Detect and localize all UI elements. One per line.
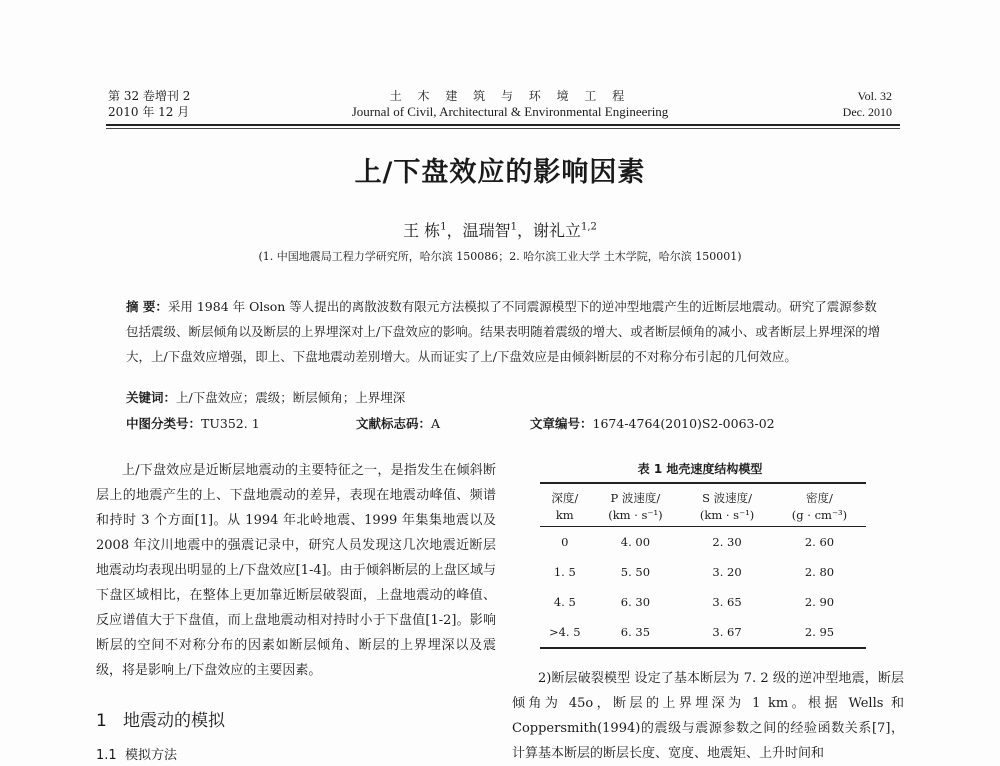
header-rule-thin [106, 128, 900, 129]
table-row [540, 557, 866, 587]
table-cell: 2. 80 [804, 565, 835, 579]
subsection-heading [96, 744, 177, 763]
table-cell: 6. 30 [620, 595, 651, 609]
intro-paragraph: 上/下盘效应是近断层地震动的主要特征之一，是指发生在倾斜断层上的地震产生的上、下盘地震动的差异，表现在地震动峰值、频谱和持时 3 个方面[1]。从 1994 年北岭地震、1999 年集集地震以及 2008 年汶川地震中的强震记录中，研究人员发现这几次地震近断层地震动均表现出明显的上/下盘效应[1-4]。由于倾斜断层的上盘区域与下盘区域相比，在整体上更加靠近断层破裂面，上盘地震动的峰值、反应谱值大于下盘值，而上盘地震动相对持时小于下盘值[1-2]。影响断层的空间不对称分布的因素如断层倾角、断层的上界埋深以及震级，将是影响上/下盘效应的主要因素。 [96, 463, 496, 678]
abstract-text: 采用 1984 年 Olson 等人提出的离散波数有限元方法模拟了不同震源模型下的逆冲型地震产生的近断层地震动。研究了震源参数包括震级、断层倾角以及断层的上界埋深对上/下盘效应的影响。结果表明随着震级的增大、或者断层倾角的减小、或者断层上界埋深的增大，上/下盘效应增强，即上、下盘地震动差别增大。从而证实了上/下盘效应是由倾斜断层的不对称分布引起的几何效应。 [126, 299, 881, 364]
table-cell: >4. 5 [548, 625, 581, 639]
volume-cn: 第 32 卷增刊 2 [108, 89, 191, 103]
author-name: 谢礼立 [532, 221, 581, 240]
affiliations: (1. 中国地震局工程力学研究所，哈尔滨 150086；2. 哈尔滨工业大学 土木学院，哈尔滨 150001) [258, 250, 742, 263]
abstract-label: 摘 要： [126, 299, 168, 314]
intro-column [96, 458, 496, 683]
table-header-row [540, 483, 866, 527]
date-en: Dec. 2010 [842, 105, 892, 119]
section-heading [96, 706, 225, 731]
header-volume-en [843, 88, 892, 120]
article-no-value: 1674-4764(2010)S2-0063-02 [592, 416, 775, 431]
table-cell: 1. 5 [553, 565, 576, 579]
volume-en: Vol. 32 [857, 89, 892, 103]
date-cn: 2010 年 12 月 [108, 105, 190, 119]
section-title: 地震动的模拟 [123, 711, 226, 731]
header-rule-thick [106, 124, 900, 126]
keywords-text: 上/下盘效应；震级；断层倾角；上界埋深 [176, 390, 406, 405]
journal-name-cn: 土 木 建 筑 与 环 境 工 程 [389, 89, 631, 103]
keywords-label: 关键词： [126, 390, 177, 405]
table-cell: 3. 65 [712, 595, 742, 609]
article-number [530, 414, 775, 432]
table-cell: 2. 60 [804, 535, 835, 549]
table-caption: 表 1 地壳速度结构模型 [637, 462, 763, 476]
abstract [126, 294, 886, 369]
subsection-number: 1.1 [96, 748, 117, 763]
header-volume-cn [108, 88, 190, 120]
fault-model-paragraph: 2)断层破裂模型 设定了基本断层为 7. 2 级的逆冲型地震，断层倾角为 45o，断层的上界埋深为 1 km。根据 Wells 和 Coppersmith(1994)的震级与震源参数之间的经验函数关系[7]，计算基本断层的断层长度、宽度、地震矩、上升时间和 [512, 671, 904, 761]
velocity-table [540, 482, 866, 649]
table-cell: 0 [561, 535, 569, 549]
author-name: 温瑞智 [462, 221, 511, 240]
table-cell: 4. 00 [620, 535, 651, 549]
table-cell: 2. 30 [712, 535, 742, 549]
table-header-cell: S 波速度/ (km · s⁻¹) [699, 491, 755, 522]
author-affil-sup: 1 [510, 221, 517, 233]
author-affil-sup: 1,2 [581, 221, 597, 233]
doc-code-value: A [431, 416, 441, 431]
doc-code-label: 文献标志码： [356, 416, 432, 431]
table-cell: 2. 90 [804, 595, 835, 609]
table-header-cell: 密度/ (g · cm⁻³) [791, 491, 848, 522]
classification-label: 中图分类号： [126, 416, 202, 431]
article-no-label: 文章编号： [530, 416, 593, 431]
table-cell: 6. 35 [620, 625, 651, 639]
keywords [126, 388, 405, 406]
right-column [512, 666, 904, 766]
table-cell: 2. 95 [804, 625, 835, 639]
table-row [540, 527, 866, 558]
table-cell: 3. 67 [712, 625, 742, 639]
section-number: 1 [96, 711, 107, 731]
author-affil-sup: 1 [440, 221, 447, 233]
journal-header [300, 88, 720, 120]
table-header-cell: P 波速度/ (km · s⁻¹) [608, 491, 663, 522]
table-header-cell: 深度/ km [551, 491, 579, 522]
subsection-title: 模拟方法 [124, 748, 177, 763]
document-code [356, 414, 440, 432]
classification [126, 414, 260, 432]
author-name: 王 栋 [403, 221, 441, 240]
author-list: 王 栋$^1$，温瑞智$^1$，谢礼立$^{1,2}$ [403, 221, 597, 240]
classification-value: TU352. 1 [201, 416, 260, 431]
table-cell: 3. 20 [712, 565, 742, 579]
table-cell: 4. 5 [553, 595, 576, 609]
table-row [540, 617, 866, 648]
journal-name-en: Journal of Civil, Architectural & Environmental Engineering [351, 104, 669, 119]
table-row [540, 587, 866, 617]
paper-title: 上/下盘效应的影响因素 [354, 157, 646, 188]
table-cell: 5. 50 [620, 565, 651, 579]
